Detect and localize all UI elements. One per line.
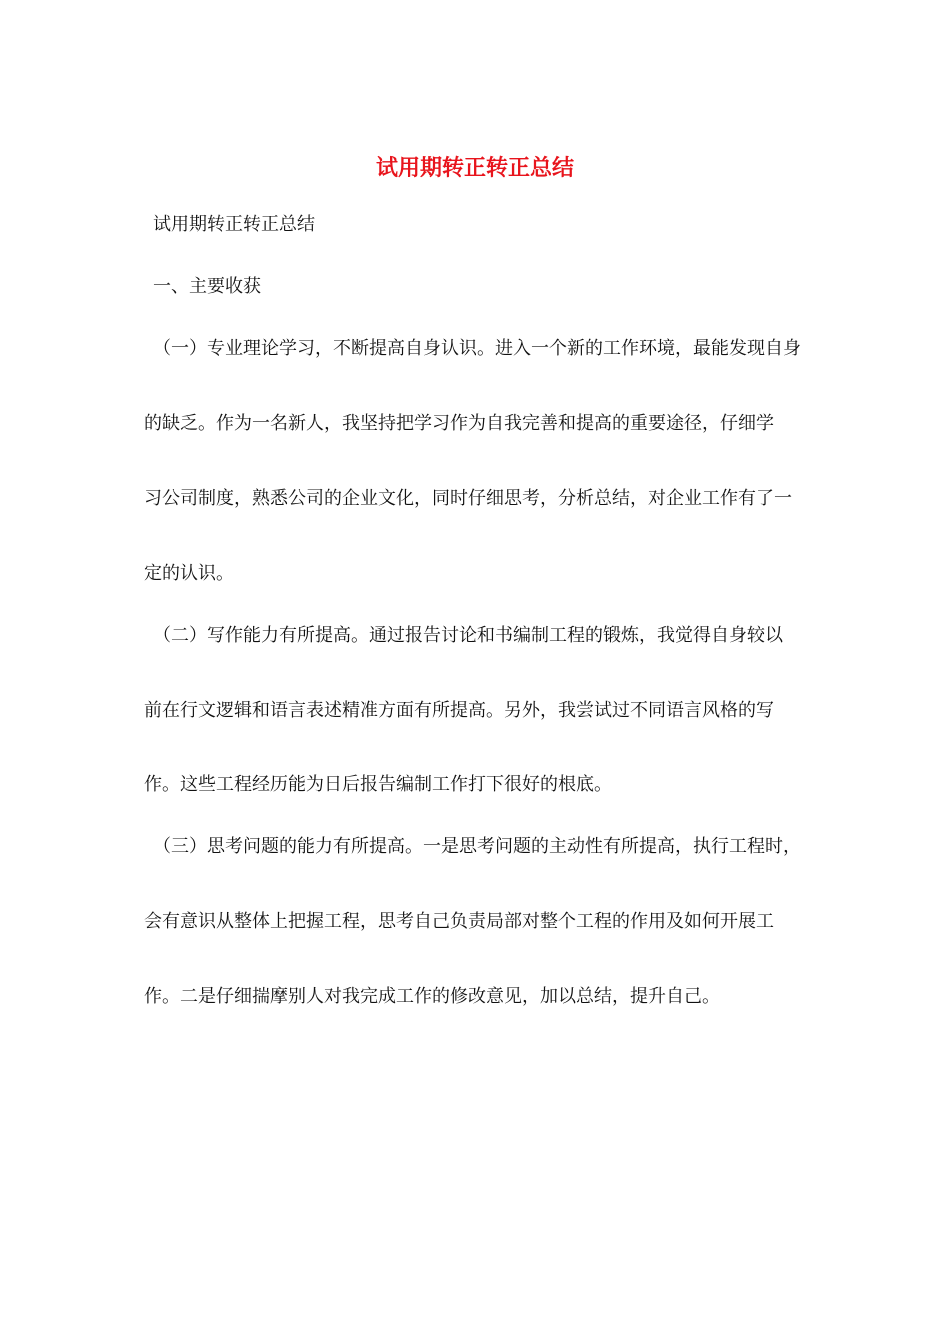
paragraph-line: （三）思考问题的能力有所提高。一是思考问题的主动性有所提高，执行工程时，: [153, 836, 801, 857]
paragraph-line: 前在行文逻辑和语言表述精准方面有所提高。另外，我尝试过不同语言风格的写: [144, 700, 774, 721]
paragraph-line: 会有意识从整体上把握工程，思考自己负责局部对整个工程的作用及如何开展工: [144, 911, 774, 932]
paragraph-line: 作。二是仔细揣摩别人对我完成工作的修改意见，加以总结，提升自己。: [144, 986, 720, 1007]
paragraph-line: 作。这些工程经历能为日后报告编制工作打下很好的根底。: [144, 774, 612, 795]
paragraph-line: 定的认识。: [144, 563, 234, 584]
section-heading: 一、主要收获: [153, 276, 261, 297]
document-title: 试用期转正转正总结: [375, 156, 574, 181]
document-subtitle: 试用期转正转正总结: [153, 214, 315, 235]
paragraph-line: 的缺乏。作为一名新人，我坚持把学习作为自我完善和提高的重要途径，仔细学: [144, 413, 774, 434]
paragraph-line: 习公司制度，熟悉公司的企业文化，同时仔细思考，分析总结，对企业工作有了一: [144, 488, 792, 509]
paragraph-line: （二）写作能力有所提高。通过报告讨论和书编制工程的锻炼，我觉得自身较以: [153, 625, 783, 646]
paragraph-line: （一）专业理论学习，不断提高自身认识。进入一个新的工作环境，最能发现自身: [153, 338, 801, 359]
